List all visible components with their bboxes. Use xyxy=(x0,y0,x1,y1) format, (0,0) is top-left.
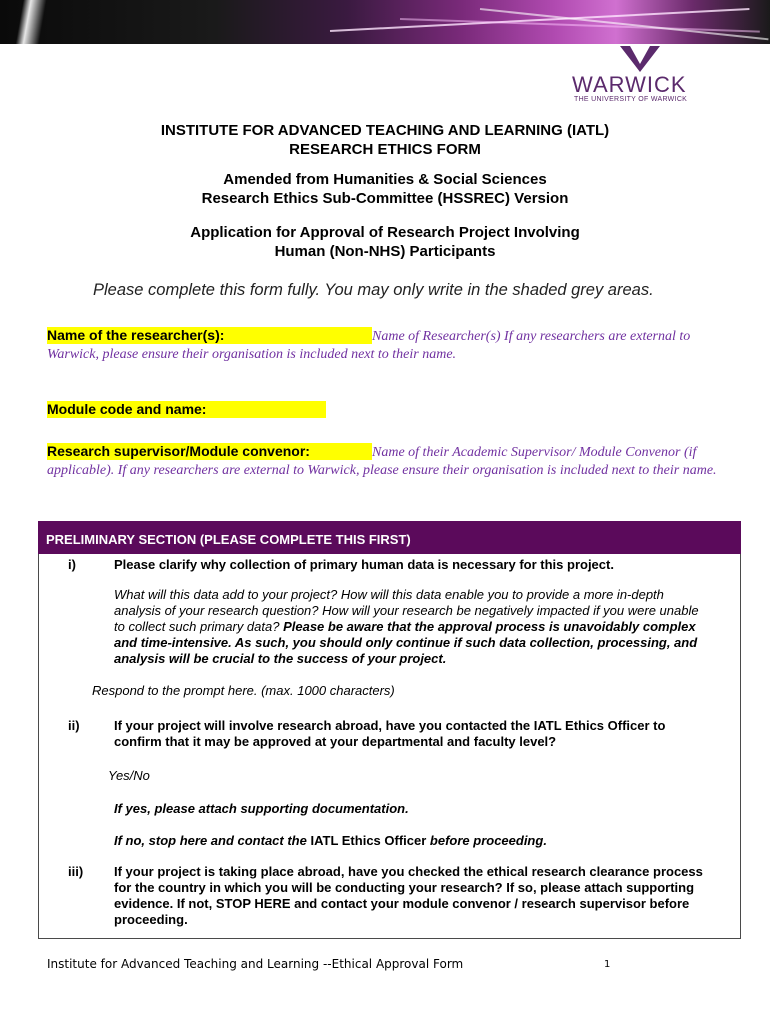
logo-wordmark: WARWICK xyxy=(572,72,687,97)
question-1-response[interactable]: Respond to the prompt here. (max. 1000 characters) xyxy=(92,683,395,698)
module-field[interactable] xyxy=(47,401,727,418)
question-2-if-no-end: before proceeding. xyxy=(426,833,547,848)
supervisor-label: Research supervisor/Module convenor: xyxy=(47,443,372,460)
warwick-logo xyxy=(566,46,696,106)
question-3-number: iii) xyxy=(68,864,84,879)
researcher-note[interactable]: Name of Researcher(s) If any researchers are external to Warwick, please ensure their organisation is included next to their name. xyxy=(47,329,691,362)
warwick-crest-icon xyxy=(620,46,660,72)
question-2-number: ii) xyxy=(68,718,80,733)
supervisor-note[interactable]: Name of their Academic Supervisor/ Module Convenor (if applicable). If any researchers are external to Warwick, please ensure their organisation is included next to their name. xyxy=(47,445,717,478)
title-line-1: INSTITUTE FOR ADVANCED TEACHING AND LEARNING (IATL) xyxy=(160,122,610,139)
application-title-1: Application for Approval of Research Project Involving xyxy=(190,224,580,241)
question-2-if-yes: If yes, please attach supporting documentation. xyxy=(114,801,409,816)
question-2-ethics-officer: IATL Ethics Officer xyxy=(310,833,427,848)
instruction-text: Please complete this form fully. You may only write in the shaded grey areas. xyxy=(93,281,654,299)
question-2-if-no xyxy=(114,833,714,849)
question-1-prompt-plain: What will this data add to your project? How will this data enable you to provide a more in-depth analysis of your research question? How will your research be negatively impacted if you were unable to collect such primary data? xyxy=(114,587,699,634)
header-banner xyxy=(0,0,770,44)
question-1-prompt xyxy=(114,587,710,667)
logo-subtitle: THE UNIVERSITY OF WARWICK xyxy=(574,96,688,103)
title-line-2: RESEARCH ETHICS FORM xyxy=(289,141,481,158)
preliminary-section-title: PRELIMINARY SECTION (PLEASE COMPLETE THIS FIRST) xyxy=(38,521,741,554)
page-number: 1 xyxy=(604,959,611,970)
researcher-field[interactable] xyxy=(47,327,727,363)
question-3-text: If your project is taking place abroad, have you checked the ethical research clearance process for the country in which you will be conducting your research? If so, please attach supporting evidence. If not, STOP HERE and contact your module convenor / research supervisor before proceeding. xyxy=(114,864,703,927)
question-2-answer[interactable]: Yes/No xyxy=(108,768,150,783)
question-1-text: Please clarify why collection of primary human data is necessary for this project. xyxy=(114,557,614,572)
footer-text: Institute for Advanced Teaching and Learning --Ethical Approval Form xyxy=(47,957,464,971)
application-title-2: Human (Non-NHS) Participants xyxy=(274,243,496,260)
researcher-label: Name of the researcher(s): xyxy=(47,327,372,344)
subtitle-line-1: Amended from Humanities & Social Sciences xyxy=(223,171,547,188)
question-2-text: If your project will involve research abroad, have you contacted the IATL Ethics Officer to confirm that it may be approved at your departmental and faculty level? xyxy=(114,718,666,749)
question-1-number: i) xyxy=(68,557,76,572)
question-1-prompt-bold: Please be aware that the approval process is unavoidably complex and time-intensive. As such, you should only continue if such data collection, processing, and analysis will be crucial to the success of your project. xyxy=(114,619,698,666)
supervisor-field[interactable] xyxy=(47,443,727,479)
subtitle-line-2: Research Ethics Sub-Committee (HSSREC) Version xyxy=(201,190,569,207)
question-2-if-no-start: If no, stop here and contact the xyxy=(114,833,311,848)
module-label: Module code and name: xyxy=(47,401,326,418)
